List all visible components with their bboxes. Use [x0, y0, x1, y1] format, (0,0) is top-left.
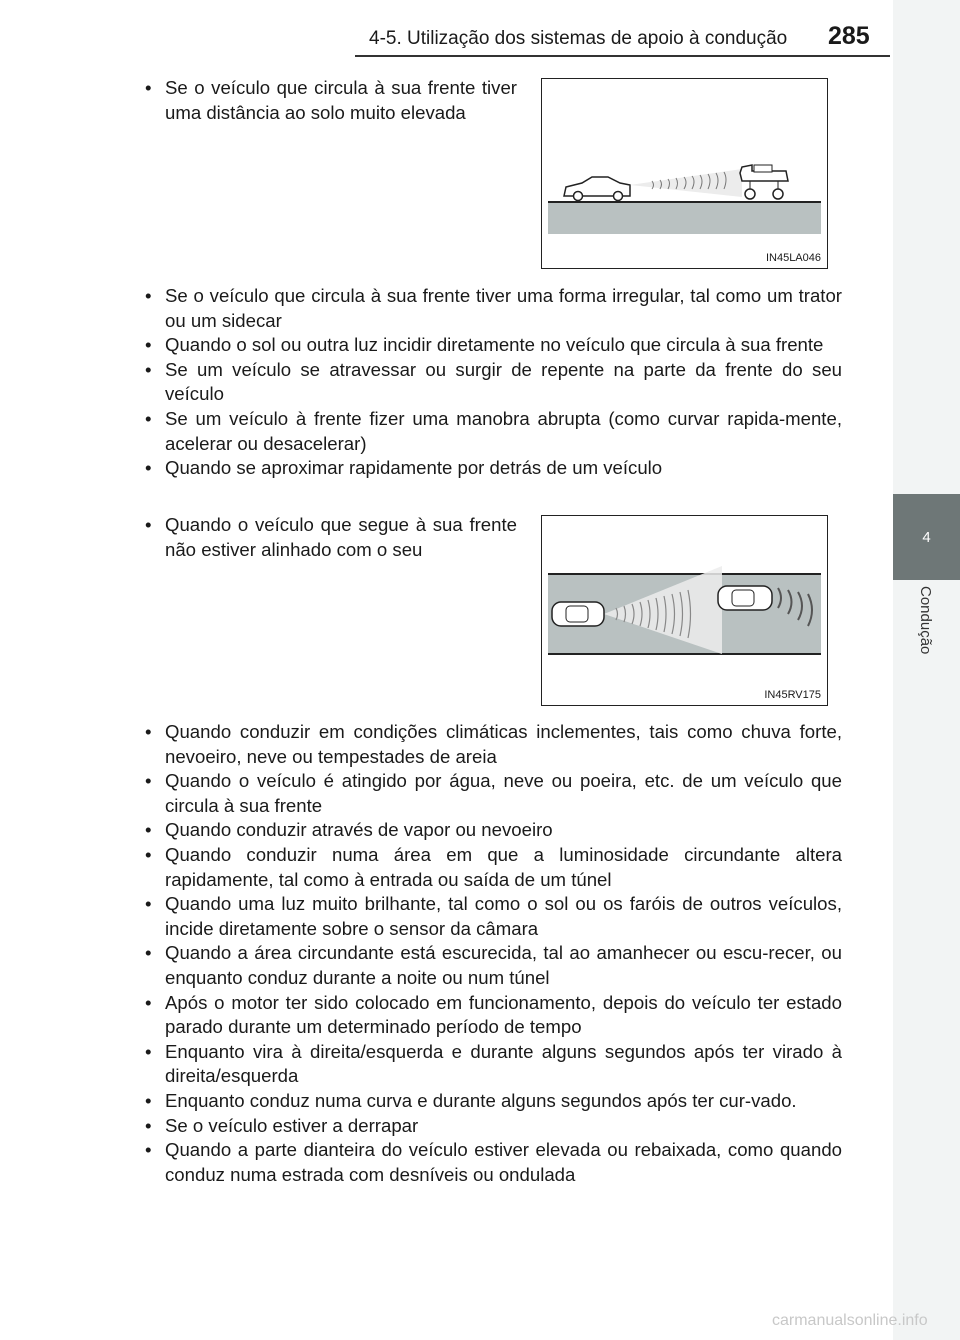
list-item: • Quando a parte dianteira do veículo estiver elevada ou rebaixada, como quando conduz numa estrada com desníveis ou ondulada: [140, 1138, 842, 1187]
list-item: • Quando a área circundante está escurecida, tal ao amanhecer ou escu-recer, ou enquanto conduz durante a noite ou num túnel: [140, 941, 842, 990]
bullet-list-3: [140, 513, 517, 562]
list-item: • Quando o veículo é atingido por água, neve ou poeira, etc. de um veículo que circula à sua frente: [140, 769, 842, 818]
list-item: • Quando conduzir numa área em que a luminosidade circundante altera rapidamente, tal como à entrada ou saída de um túnel: [140, 843, 842, 892]
list-item: • Enquanto vira à direita/esquerda e durante alguns segundos após ter virado à direita/esquerda: [140, 1040, 842, 1089]
list-item: • Enquanto conduz numa curva e durante alguns segundos após ter cur-vado.: [140, 1089, 842, 1114]
figure-high-clearance-vehicle: [541, 78, 828, 269]
list-item: • Quando o veículo que segue à sua frente não estiver alinhado com o seu: [140, 513, 517, 562]
chapter-number: 4: [922, 528, 931, 546]
list-item: • Quando se aproximar rapidamente por detrás de um veículo: [140, 456, 842, 481]
bullet-list-4: [140, 720, 842, 1187]
list-item: • Se um veículo se atravessar ou surgir de repente na parte da frente do seu veículo: [140, 358, 842, 407]
list-item: • Se o veículo que circula à sua frente tiver uma forma irregular, tal como um trator ou um sidecar: [140, 284, 842, 333]
figure-code: IN45RV175: [764, 689, 821, 701]
list-item: • Quando uma luz muito brilhante, tal como o sol ou os faróis de outros veículos, incide diretamente sobre o sensor da câmara: [140, 892, 842, 941]
bullet-list-1: [140, 76, 517, 125]
section-header-title: 4-5. Utilização dos sistemas de apoio à condução: [369, 28, 788, 49]
page-number: 285: [828, 22, 870, 50]
header-divider: [355, 55, 890, 57]
list-item: • Quando conduzir em condições climáticas inclementes, tais como chuva forte, nevoeiro, neve ou tempestades de areia: [140, 720, 842, 769]
list-item: • Se o veículo estiver a derrapar: [140, 1114, 842, 1139]
bullet-list-2: [140, 284, 842, 481]
illustration-high-clearance: [542, 79, 827, 268]
illustration-misaligned: [542, 516, 827, 705]
list-item: • Quando conduzir através de vapor ou nevoeiro: [140, 818, 842, 843]
list-item: • Após o motor ter sido colocado em funcionamento, depois do veículo ter estado parado durante um determinado período de tempo: [140, 991, 842, 1040]
list-item: • Se um veículo à frente fizer uma manobra abrupta (como curvar rapida-mente, acelerar ou desacelerar): [140, 407, 842, 456]
watermark: carmanualsonline.info: [772, 1312, 928, 1329]
chapter-tab[interactable]: [893, 494, 960, 580]
figure-code: IN45LA046: [765, 252, 821, 264]
list-item: • Quando o sol ou outra luz incidir diretamente no veículo que circula à sua frente: [140, 333, 842, 358]
list-item: • Se o veículo que circula à sua frente tiver uma distância ao solo muito elevada: [140, 76, 517, 125]
chapter-title: Condução: [917, 586, 934, 655]
figure-misaligned-vehicle: [541, 515, 828, 706]
